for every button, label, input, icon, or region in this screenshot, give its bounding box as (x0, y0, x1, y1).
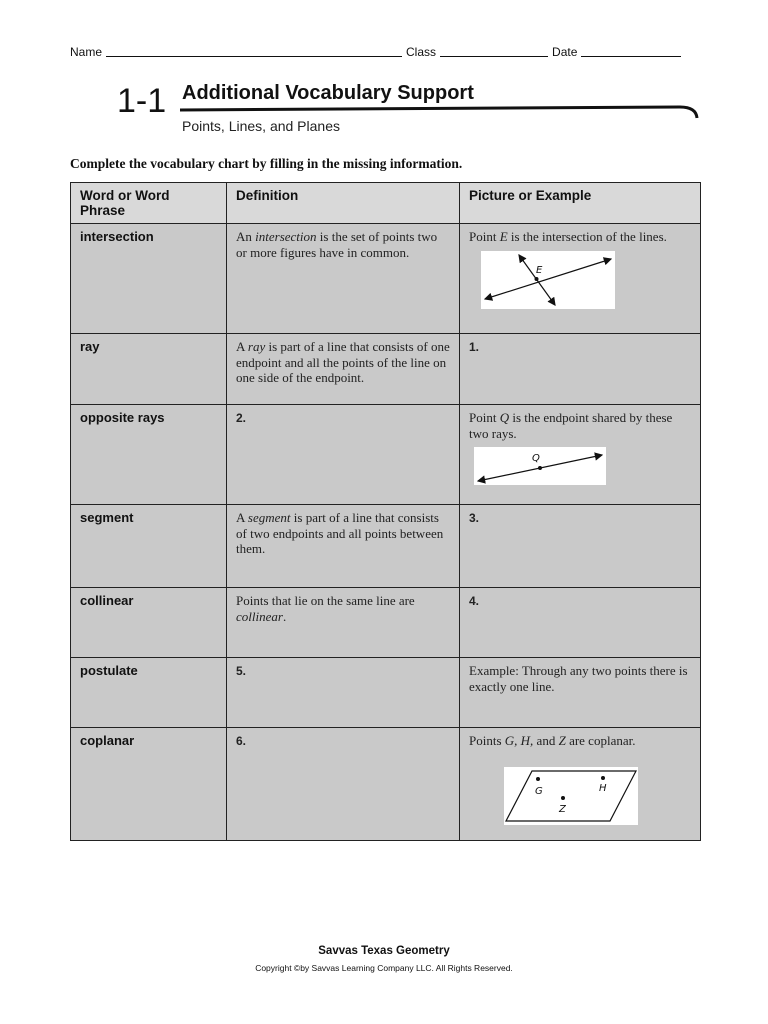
table-row (71, 658, 701, 728)
definition-answer-cell[interactable] (227, 405, 460, 505)
figure-label-g: G (535, 785, 543, 797)
table-row (71, 224, 701, 334)
example-answer-cell[interactable] (460, 505, 701, 588)
instructions: Complete the vocabulary chart by filling in the missing information. (70, 156, 463, 171)
footer-copyright: Copyright ©by Savvas Learning Company LLC. All Rights Reserved. (255, 963, 513, 973)
coplanar-plane-figure (504, 767, 638, 825)
definition-text: . (282, 608, 287, 624)
example-text: are coplanar. (565, 733, 636, 748)
example-text: Point (469, 410, 500, 425)
word-cell: opposite rays (71, 405, 227, 505)
column-header-definition: Definition (227, 183, 460, 224)
date-field[interactable] (581, 44, 681, 57)
vocabulary-chart (70, 182, 701, 841)
column-header-example: Picture or Example (460, 183, 701, 224)
definition-text: A (236, 339, 248, 354)
figure-label-z: Z (559, 803, 566, 815)
answer-number: 3. (469, 511, 480, 525)
definition-text: A (236, 510, 248, 525)
word-cell: segment (71, 505, 227, 588)
definition-text: Points that lie on the same line are (236, 593, 415, 608)
table-row (71, 588, 701, 658)
name-field[interactable] (106, 44, 402, 57)
definition-term: collinear (236, 608, 283, 624)
word-cell: collinear (71, 588, 227, 658)
definition-text: is the set of points two or more figures have in common. (236, 229, 438, 260)
table-header-row (71, 183, 701, 224)
table-row (71, 728, 701, 841)
definition-cell (227, 505, 460, 588)
definition-cell (227, 588, 460, 658)
class-label: Class (406, 45, 437, 59)
page-title: Additional Vocabulary Support (182, 82, 474, 104)
example-point: H, (520, 733, 534, 748)
date-label: Date (552, 45, 578, 59)
example-text: is the intersection of the lines. (507, 229, 667, 244)
figure-label-e: E (536, 264, 543, 276)
answer-number: 5. (236, 664, 247, 678)
definition-term: intersection (255, 229, 317, 244)
word-cell: postulate (71, 658, 227, 728)
word-cell: coplanar (71, 728, 227, 841)
example-point: Z (558, 733, 566, 748)
example-cell (460, 224, 701, 334)
page-subtitle: Points, Lines, and Planes (182, 118, 340, 134)
example-text: Point (469, 229, 500, 244)
figure-label-h: H (599, 782, 607, 794)
definition-text: is part of a line that consists of one endpoint and all the points of the line on one side of the endpoint. (236, 339, 450, 385)
table-row (71, 405, 701, 505)
definition-answer-cell[interactable] (227, 658, 460, 728)
student-info-header (70, 44, 698, 59)
answer-number: 4. (469, 594, 480, 608)
name-label: Name (70, 45, 103, 59)
definition-text: An (236, 229, 256, 244)
figure-label-q: Q (532, 453, 540, 464)
word-cell: ray (71, 334, 227, 405)
example-text: Points (469, 733, 505, 748)
example-point: G, (504, 733, 518, 748)
answer-number: 2. (236, 411, 247, 425)
intersecting-lines-figure (481, 251, 615, 309)
example-cell (460, 728, 701, 841)
definition-cell (227, 334, 460, 405)
lesson-number: 1-1 (117, 82, 167, 120)
example-cell (460, 405, 701, 505)
example-cell: Example: Through any two points there is exactly one line. (460, 658, 701, 728)
example-point: E (499, 229, 508, 244)
example-answer-cell[interactable] (460, 334, 701, 405)
definition-cell (227, 224, 460, 334)
example-text: is the endpoint shared by these two rays. (469, 410, 673, 441)
column-header-word: Word or Word Phrase (71, 183, 227, 224)
example-text: and (533, 733, 559, 748)
answer-number: 1. (469, 340, 480, 354)
definition-term: ray (247, 339, 266, 354)
opposite-rays-figure (474, 447, 606, 485)
word-cell: intersection (71, 224, 227, 334)
table-row (71, 505, 701, 588)
definition-text: is part of a line that consists of two endpoints and all points between them. (236, 510, 444, 556)
table-row (71, 334, 701, 405)
example-point: Q (499, 410, 510, 425)
definition-term: segment (247, 510, 291, 525)
definition-answer-cell[interactable] (227, 728, 460, 841)
class-field[interactable] (440, 44, 548, 57)
footer-title: Savvas Texas Geometry (318, 945, 450, 957)
answer-number: 6. (236, 734, 247, 748)
example-answer-cell[interactable] (460, 588, 701, 658)
